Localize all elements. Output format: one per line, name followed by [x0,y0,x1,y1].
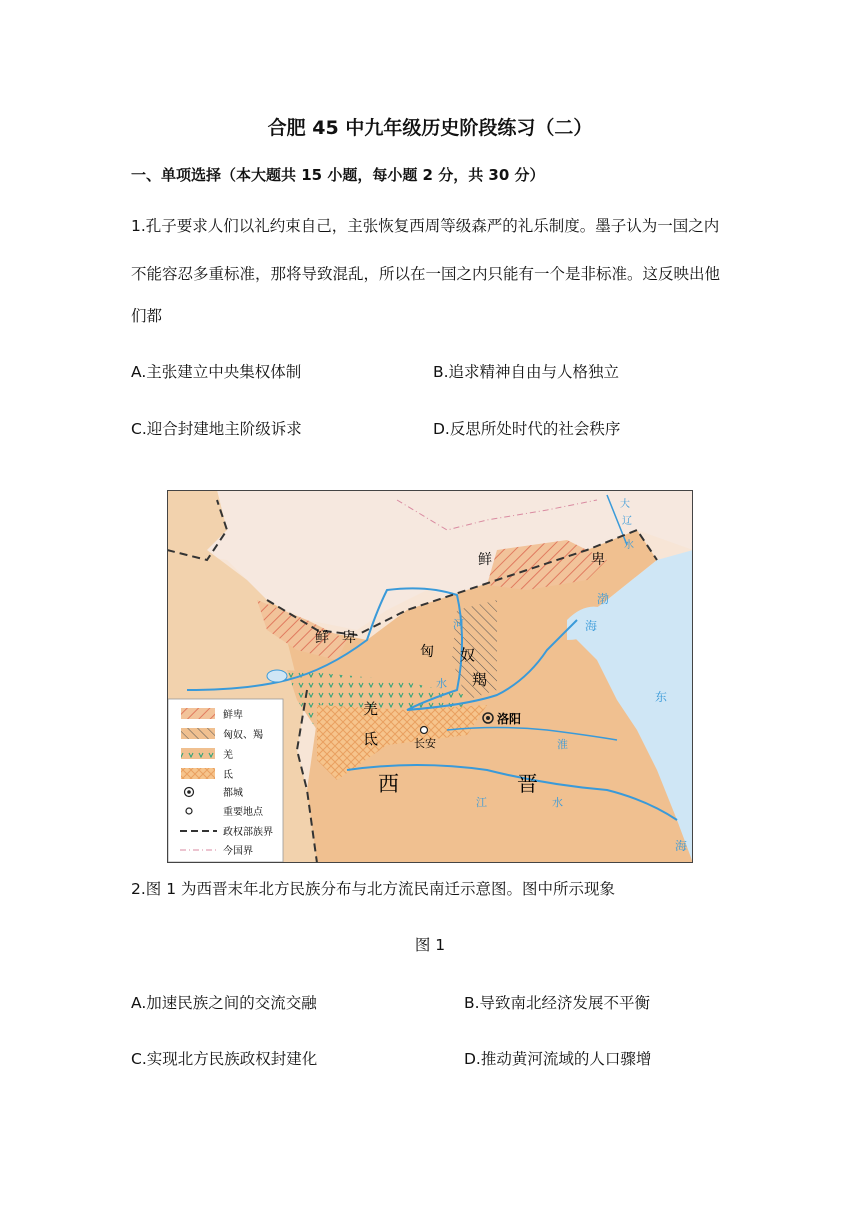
label-da: 大 [620,499,630,510]
label-xianbei-north-1: 鲜 [478,552,492,568]
label-dong: 东 [655,690,668,704]
legend-place-icon [186,808,192,814]
label-xianbei-west-1: 鲜 [315,630,329,646]
q2-option-b[interactable]: B.导致南北经济发展不平衡 [464,994,651,1012]
label-he: 河 [453,618,464,631]
label-shui-3: 水 [624,540,634,551]
legend-place: 重要地点 [223,807,263,818]
legend-capital: 都城 [223,788,243,799]
q2-option-c[interactable]: C.实现北方民族政权封建化 [131,1050,318,1068]
q1-stem-line-2: 不能容忍多重标准，那将导致混乱，所以在一国之内只能有一个是非标准。这反映出他 [131,265,721,283]
label-shui-1: 水 [436,677,447,690]
label-jie: 羯 [472,671,488,689]
label-hai-1: 海 [585,619,598,633]
q1-option-a[interactable]: A.主张建立中央集权体制 [131,363,302,381]
label-liao: 辽 [622,516,632,527]
label-xi: 西 [378,772,399,796]
legend-xianbei: 鲜卑 [223,710,243,721]
figure-1-map [167,490,693,863]
label-luoyang: 洛阳 [497,712,522,726]
legend-swatch-xianbei [181,708,215,719]
legend-swatch-qiang [181,748,215,759]
q2-option-a[interactable]: A.加速民族之间的交流交融 [131,994,317,1012]
q1-stem-line-1: 1.孔子要求人们以礼约束自己，主张恢复西周等级森严的礼乐制度。墨子认为一国之内 [131,217,720,235]
legend-swatch-xiongnu [181,728,215,739]
q1-option-d[interactable]: D.反思所处时代的社会秩序 [433,420,621,438]
page-title: 合肥 45 中九年级历史阶段练习（二） [267,117,593,139]
legend-qiang: 羌 [223,750,233,761]
label-hai-2: 海 [675,839,688,853]
figure-caption: 图 1 [414,936,446,954]
q2-option-d[interactable]: D.推动黄河流域的人口骤增 [464,1050,652,1068]
q1-stem-line-3: 们都 [131,307,163,325]
section-heading: 一、单项选择（本大题共 15 小题，每小题 2 分，共 30 分） [131,166,545,184]
legend-national-border: 今国界 [223,846,253,857]
label-changan: 长安 [414,737,436,750]
q2-stem: 2.图 1 为西晋末年北方民族分布与北方流民南迁示意图。图中所示现象 [131,880,616,898]
legend-swatch-di [181,768,215,779]
q1-option-c[interactable]: C.迎合封建地主阶级诉求 [131,420,302,438]
label-di: 氐 [363,730,379,748]
legend-di: 氐 [223,770,233,781]
legend-xiongnu-jie: 匈奴、羯 [223,730,263,741]
legend-regime-border: 政权部族界 [223,827,273,838]
qinghai-lake [267,670,287,682]
changan-marker [421,727,428,734]
label-bo: 渤 [597,592,610,606]
label-shui-2: 水 [552,796,563,809]
label-xiongnu-1: 匈 [420,644,434,660]
map-legend [168,699,283,862]
label-huai: 淮 [557,738,568,751]
label-qiang: 羌 [363,700,379,718]
label-jiang: 江 [476,796,487,809]
label-jin: 晋 [517,772,538,796]
label-xianbei-west-2: 卑 [342,630,356,646]
label-xianbei-north-2: 卑 [591,552,605,568]
q1-option-b[interactable]: B.追求精神自由与人格独立 [433,363,620,381]
label-xiongnu-2: 奴 [460,646,476,664]
